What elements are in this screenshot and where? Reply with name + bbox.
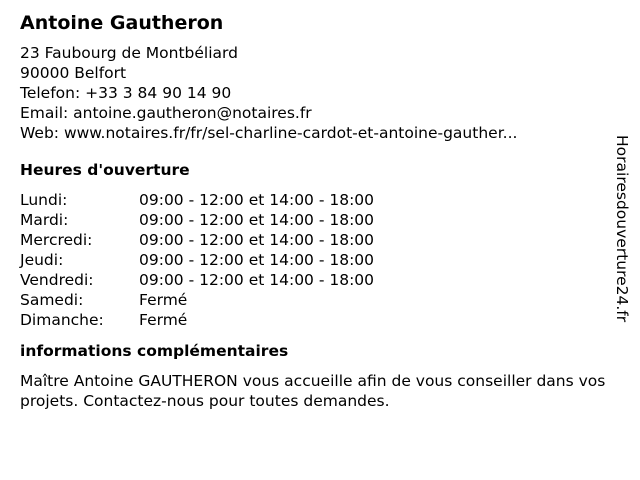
email-line: Email: antoine.gautheron@notaires.fr (20, 104, 312, 122)
hours-time: 09:00 - 12:00 et 14:00 - 18:00 (139, 231, 375, 249)
contact-details (20, 43, 620, 143)
hours-row (20, 270, 620, 290)
info-description: Maître Antoine GAUTHERON vous accueille afin de vous conseiller dans vos projets. Contactez-nous pour toutes demandes. (20, 372, 606, 410)
hours-row (20, 290, 620, 310)
hours-time: 09:00 - 12:00 et 14:00 - 18:00 (139, 211, 375, 229)
hours-time: Fermé (139, 311, 188, 329)
address-street: 23 Faubourg de Montbéliard (20, 44, 238, 62)
hours-day: Mardi: (20, 211, 69, 229)
hours-row (20, 210, 620, 230)
business-card (20, 10, 620, 411)
hours-time: Fermé (139, 291, 188, 309)
hours-day: Lundi: (20, 191, 68, 209)
hours-row (20, 190, 620, 210)
hours-time: 09:00 - 12:00 et 14:00 - 18:00 (139, 251, 375, 269)
hours-day: Vendredi: (20, 271, 94, 289)
web-line: Web: www.notaires.fr/fr/sel-charline-cardot-et-antoine-gauther... (20, 124, 518, 142)
hours-day: Samedi: (20, 291, 84, 309)
phone-line: Telefon: +33 3 84 90 14 90 (20, 84, 232, 102)
business-name: Antoine Gautheron (20, 12, 224, 34)
hours-day: Dimanche: (20, 311, 104, 329)
hours-time: 09:00 - 12:00 et 14:00 - 18:00 (139, 191, 375, 209)
info-heading: informations complémentaires (20, 342, 289, 360)
hours-heading: Heures d'ouverture (20, 161, 190, 179)
site-watermark: Horairesdouverture24.fr (613, 135, 631, 323)
address-city: 90000 Belfort (20, 64, 127, 82)
hours-row (20, 310, 620, 330)
hours-day: Jeudi: (20, 251, 64, 269)
hours-time: 09:00 - 12:00 et 14:00 - 18:00 (139, 271, 375, 289)
hours-table (20, 190, 620, 330)
hours-row (20, 250, 620, 270)
hours-day: Mercredi: (20, 231, 93, 249)
hours-row (20, 230, 620, 250)
